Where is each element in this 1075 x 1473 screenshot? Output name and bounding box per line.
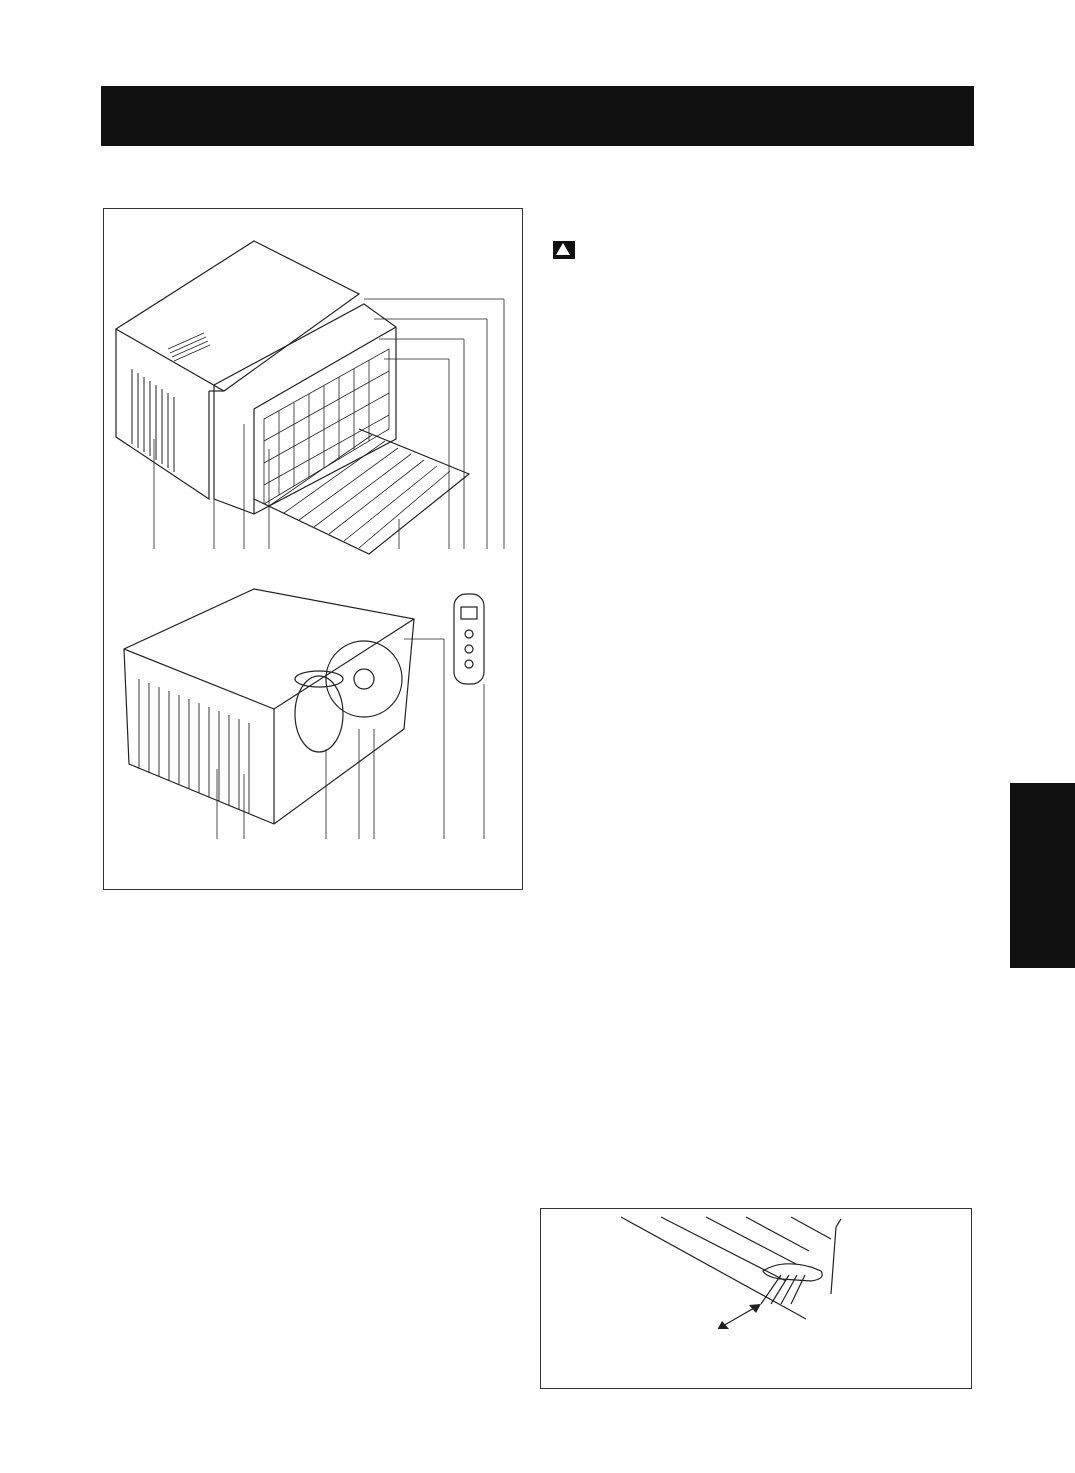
- arrow-up-icon: [749, 1304, 761, 1313]
- figure-22: [103, 208, 523, 890]
- air-conditioner-diagram: [104, 209, 524, 891]
- vent-lever-diagram: [541, 1209, 971, 1329]
- figure-23: [540, 1208, 972, 1389]
- arrow-down-icon: [717, 1321, 729, 1329]
- warning-triangle-icon: [556, 243, 570, 255]
- page-title-banner: [101, 86, 974, 146]
- warning-paragraph: [553, 240, 978, 262]
- language-tab: [1010, 783, 1075, 968]
- warning-badge: [553, 241, 575, 259]
- usage-column: [553, 240, 978, 272]
